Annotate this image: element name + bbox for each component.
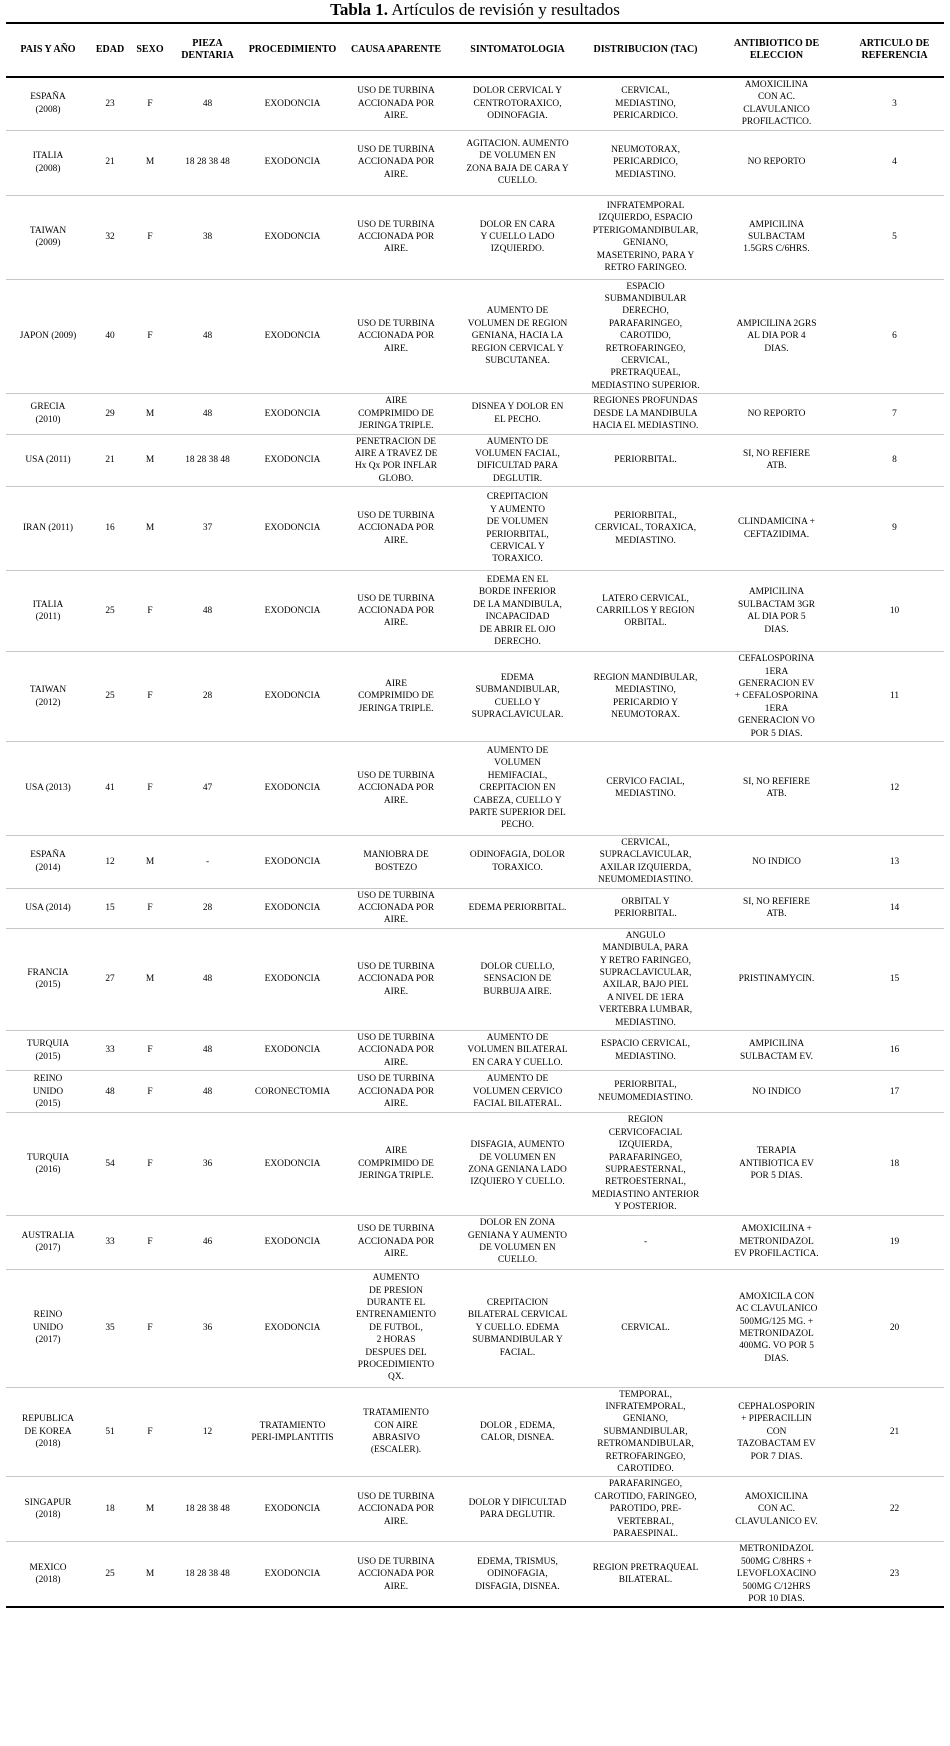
cell-sexo: F [147,903,153,913]
cell-distribucion-tac: CERVICO FACIAL, MEDIASTINO. [606,777,685,800]
cell-distribucion-tac: REGION PRETRAQUEAL BILATERAL. [592,1563,699,1586]
cell-procedimiento: EXODONCIA [264,331,321,342]
table-row [6,1477,944,1542]
table-row [6,195,944,279]
cell-antibiotico: SI, NO REFIERE ATB. [743,448,810,472]
cell-pais-ano: ESPAÑA (2014) [30,850,66,873]
column-header-causa-aparente: CAUSA APARENTE [350,44,442,55]
cell-edad: 54 [105,1158,115,1169]
cell-procedimiento: EXODONCIA [264,1322,321,1333]
table-row [6,835,944,888]
caption-text: Artículos de revisión y resultados [388,0,620,19]
cell-pais-ano: TURQUIA (2016) [26,1152,70,1175]
cell-causa-aparente: AIRE COMPRIMIDO DE JERINGA TRIPLE. [358,678,434,714]
cell-antibiotico: AMPICILINA SULBACTAM 3GR AL DIA POR 5 DIAS. [737,587,816,635]
cell-edad: 35 [105,1322,115,1333]
cell-causa-aparente: USO DE TURBINA ACCIONADA POR AIRE. [357,1556,435,1592]
cell-sintomatologia: DOLOR CERVICAL Y CENTROTORAXICO, ODINOFAGIA. [472,86,563,122]
cell-articulo-referencia: 3 [892,98,897,109]
cell-sintomatologia: EDEMA, TRISMUS, ODINOFAGIA, DISFAGIA, DISNEA. [475,1556,560,1592]
table-row [6,1269,944,1387]
cell-pieza-dentaria: 48 [202,974,213,985]
table-row [6,77,944,130]
cell-sexo: F [147,691,153,702]
cell-edad: 32 [105,231,115,242]
cell-causa-aparente: USO DE TURBINA ACCIONADA POR AIRE. [357,511,435,546]
cell-pieza-dentaria: 48 [202,1045,213,1056]
cell-causa-aparente: USO DE TURBINA ACCIONADA POR AIRE. [357,1491,435,1527]
cell-sexo: F [147,331,153,342]
cell-articulo-referencia: 17 [889,1086,900,1097]
cell-antibiotico: NO INDICO [752,1086,801,1097]
cell-sintomatologia: CREPITACION BILATERAL CERVICAL Y CUELLO. EDEMA SUBMANDIBULAR Y FACIAL. [467,1298,568,1358]
cell-causa-aparente: USO DE TURBINA ACCIONADA POR AIRE. [357,145,435,180]
column-header-procedimiento: PROCEDIMIENTO [248,44,337,55]
cell-pais-ano: FRANCIA (2015) [27,968,69,991]
cell-articulo-referencia: 18 [889,1158,900,1169]
cell-procedimiento: EXODONCIA [264,974,321,985]
cell-procedimiento: EXODONCIA [264,455,321,466]
table-row [6,279,944,394]
cell-sexo: M [145,157,155,168]
cell-antibiotico: AMOXICILINA CON AC. CLAVULANICO PROFILACTICO. [741,80,812,128]
cell-pais-ano: ITALIA (2008) [32,151,64,174]
cell-pais-ano: ESPAÑA (2008) [30,92,66,115]
cell-procedimiento: EXODONCIA [264,605,321,616]
cell-articulo-referencia: 12 [889,783,900,794]
table-row [6,1542,944,1608]
cell-sexo: F [147,1322,153,1333]
cell-sexo: M [145,1569,155,1580]
cell-pieza-dentaria: 18 28 38 48 [185,157,230,168]
cell-distribucion-tac: CERVICAL. [621,1322,670,1333]
cell-sintomatologia: AUMENTO DE VOLUMEN HEMIFACIAL, CREPITACION EN CABEZA, CUELLO Y PARTE SUPERIOR DEL PECHO. [469,746,566,831]
cell-procedimiento: TRATAMIENTO PERI-IMPLANTITIS [251,1420,334,1443]
cell-pais-ano: ITALIA (2011) [32,599,64,623]
cell-distribucion-tac: - [643,1236,648,1247]
cell-edad: 27 [105,974,115,985]
table-row [6,888,944,928]
cell-pais-ano: MEXICO (2018) [29,1563,67,1586]
cell-antibiotico: TERAPIA ANTIBIOTICA EV POR 5 DIAS. [739,1146,814,1182]
cell-sintomatologia: DOLOR , EDEMA, CALOR, DISNEA. [480,1420,555,1443]
cell-distribucion-tac: INFRATEMPORAL IZQUIERDO, ESPACIO PTERIGOMANDIBULAR, GENIANO, MASETERINO, PARA Y RETRO FARINGEO. [592,200,699,273]
cell-edad: 25 [105,691,115,702]
cell-articulo-referencia: 13 [889,856,900,867]
cell-antibiotico: AMOXICILINA + METRONIDAZOL EV PROFILACTICA. [734,1224,819,1260]
cell-articulo-referencia: 20 [889,1322,900,1333]
cell-causa-aparente: USO DE TURBINA ACCIONADA POR AIRE. [357,770,435,806]
table-row [6,1031,944,1071]
cell-sexo: F [147,1086,153,1097]
cell-procedimiento: EXODONCIA [264,691,321,702]
cell-pieza-dentaria: 47 [202,783,213,794]
table-caption [6,0,944,22]
cell-pais-ano: REPUBLICA DE KOREA (2018) [21,1414,75,1450]
cell-causa-aparente: MANIOBRA DE BOSTEZO [363,850,429,873]
cell-sintomatologia: AUMENTO DE VOLUMEN FACIAL, DIFICULTAD PARA DEGLUTIR. [475,436,560,484]
table-row [6,571,944,652]
cell-sexo: M [145,1504,155,1515]
cell-pais-ano: TAIWAN (2009) [29,225,67,249]
table-row [6,1215,944,1269]
cell-distribucion-tac: ORBITAL Y PERIORBITAL. [614,896,677,920]
cell-pais-ano: JAPON (2009) [19,331,77,342]
cell-procedimiento: EXODONCIA [264,1504,321,1515]
cell-sintomatologia: DISNEA Y DOLOR EN EL PECHO. [471,402,564,425]
cell-procedimiento: EXODONCIA [264,231,321,242]
cell-edad: 25 [105,1569,115,1580]
cell-sexo: F [147,1158,153,1169]
cell-causa-aparente: USO DE TURBINA ACCIONADA POR AIRE. [357,86,435,122]
cell-sintomatologia: EDEMA PERIORBITAL. [468,903,567,913]
cell-sexo: F [147,98,153,109]
cell-pieza-dentaria: 46 [202,1236,213,1247]
cell-procedimiento: EXODONCIA [264,783,321,794]
cell-antibiotico: AMOXICILA CON AC CLAVULANICO 500MG/125 MG. + METRONIDAZOL 400MG. VO POR 5 DIAS. [735,1291,818,1364]
cell-causa-aparente: AIRE COMPRIMIDO DE JERINGA TRIPLE. [358,1146,434,1182]
cell-procedimiento: EXODONCIA [264,157,321,168]
column-header-sintomatologia: SINTOMATOLOGIA [470,44,565,55]
header-row [6,23,944,77]
cell-pais-ano: USA (2011) [25,455,71,466]
cell-sexo: M [145,974,155,985]
cell-edad: 23 [105,98,115,109]
cell-edad: 12 [105,856,115,867]
cell-pieza-dentaria: 48 [202,98,213,109]
cell-causa-aparente: USO DE TURBINA ACCIONADA POR AIRE. [357,1224,435,1260]
cell-procedimiento: EXODONCIA [264,98,321,109]
cell-procedimiento: EXODONCIA [264,1158,321,1169]
table-body [6,77,944,1607]
cell-distribucion-tac: REGIONES PROFUNDAS DESDE LA MANDIBULA HACIA EL MEDIASTINO. [592,396,699,432]
cell-pieza-dentaria: 18 28 38 48 [185,1504,230,1515]
cell-sintomatologia: EDEMA SUBMANDIBULAR, CUELLO Y SUPRACLAVICULAR. [471,672,564,720]
cell-antibiotico: AMOXICILINA CON AC. CLAVULANICO EV. [735,1491,818,1527]
cell-edad: 48 [105,1086,115,1097]
cell-articulo-referencia: 9 [892,523,897,534]
cell-procedimiento: EXODONCIA [264,1045,321,1056]
cell-pieza-dentaria: - [205,856,210,867]
cell-sintomatologia: ODINOFAGIA, DOLOR TORAXICO. [469,850,566,873]
cell-procedimiento: EXODONCIA [264,856,321,867]
cell-articulo-referencia: 19 [889,1236,900,1247]
cell-pieza-dentaria: 48 [202,1086,213,1097]
cell-articulo-referencia: 21 [889,1426,900,1437]
cell-procedimiento: CORONECTOMIA [254,1086,331,1097]
cell-sintomatologia: DOLOR CUELLO, SENSACION DE BURBUJA AIRE. [480,961,555,997]
cell-pieza-dentaria: 36 [202,1322,213,1333]
cell-antibiotico: NO REPORTO [747,408,806,419]
cell-distribucion-tac: ESPACIO CERVICAL, MEDIASTINO. [600,1039,691,1062]
cell-causa-aparente: USO DE TURBINA ACCIONADA POR AIRE. [357,219,435,255]
table-header [6,23,944,77]
cell-distribucion-tac: PERIORBITAL. [614,455,677,466]
column-header-pieza-dentaria: PIEZA DENTARIA [181,38,234,61]
cell-distribucion-tac: PARAFARINGEO, CAROTIDO, FARINGEO, PAROTIDO, PRE- VERTEBRAL, PARAESPINAL. [594,1479,697,1539]
cell-edad: 15 [105,903,115,913]
cell-sexo: M [145,455,155,466]
table-row [6,434,944,487]
cell-causa-aparente: USO DE TURBINA ACCIONADA POR AIRE. [357,961,435,997]
cell-sintomatologia: AUMENTO DE VOLUMEN DE REGION GENIANA, HACIA LA REGION CERVICAL Y SUBCUTANEA. [467,306,568,367]
cell-pais-ano: GRECIA (2010) [30,402,66,425]
column-header-distribucion-tac: DISTRIBUCION (TAC) [593,44,698,55]
column-header-antibiotico: ANTIBIOTICO DE ELECCION [733,38,820,61]
cell-sexo: F [147,783,153,794]
cell-articulo-referencia: 5 [892,231,897,242]
cell-antibiotico: METRONIDAZOL 500MG C/8HRS + LEVOFLOXACINO 500MG C/12HRS POR 10 DIAS. [736,1544,817,1605]
cell-causa-aparente: USO DE TURBINA ACCIONADA POR AIRE. [357,1033,435,1068]
cell-antibiotico: AMPICILINA SULBACTAM 1.5GRS C/6HRS. [743,219,810,255]
table-row [6,487,944,571]
column-header-pais-ano: PAIS Y AÑO [20,44,76,55]
cell-sintomatologia: CREPITACION Y AUMENTO DE VOLUMEN PERIORBITAL, CERVICAL Y TORAXICO. [486,492,549,565]
cell-antibiotico: SI, NO REFIERE ATB. [743,896,810,920]
cell-antibiotico: AMPICILINA SULBACTAM EV. [739,1039,814,1062]
cell-pieza-dentaria: 28 [202,691,213,702]
cell-articulo-referencia: 23 [889,1569,900,1580]
cell-sintomatologia: DOLOR EN CARA Y CUELLO LADO IZQUIERDO. [479,219,556,255]
cell-pais-ano: REINO UNIDO (2015) [32,1074,64,1109]
cell-pieza-dentaria: 18 28 38 48 [185,1569,230,1580]
cell-articulo-referencia: 16 [889,1045,900,1056]
table-row [6,1071,944,1113]
cell-antibiotico: CEPHALOSPORIN + PIPERACILLIN CON TAZOBACTAM EV POR 7 DIAS. [737,1401,816,1462]
cell-sexo: F [147,1045,153,1056]
cell-sexo: M [145,856,155,867]
cell-edad: 21 [105,455,115,466]
table-row [6,741,944,835]
table-row [6,1113,944,1215]
cell-distribucion-tac: NEUMOTORAX, PERICARDICO, MEDIASTINO. [611,145,680,180]
cell-pieza-dentaria: 28 [202,903,213,913]
cell-pieza-dentaria: 12 [202,1426,213,1437]
cell-distribucion-tac: PERIORBITAL, CERVICAL, TORAXICA, MEDIASTINO. [594,511,697,546]
cell-articulo-referencia: 14 [889,903,900,913]
cell-distribucion-tac: REGION MANDIBULAR, MEDIASTINO, PERICARDIO Y NEUMOTORAX. [593,672,698,720]
cell-pais-ano: TAIWAN (2012) [29,685,67,708]
cell-causa-aparente: USO DE TURBINA ACCIONADA POR AIRE. [357,890,435,926]
table-row [6,394,944,434]
cell-sexo: F [147,1426,153,1437]
cell-articulo-referencia: 7 [892,408,897,419]
cell-pais-ano: REINO UNIDO (2017) [32,1310,64,1346]
cell-sexo: F [147,605,153,616]
cell-causa-aparente: USO DE TURBINA ACCIONADA POR AIRE. [357,1074,435,1109]
cell-sintomatologia: AUMENTO DE VOLUMEN BILATERAL EN CARA Y CUELLO. [467,1033,568,1068]
cell-distribucion-tac: REGION CERVICOFACIAL IZQUIERDA, PARAFARINGEO, SUPRAESTERNAL, RETROESTERNAL, MEDIASTINO ANTERIOR Y POSTERIOR. [591,1115,700,1213]
cell-pieza-dentaria: 38 [202,231,213,242]
cell-sintomatologia: AUMENTO DE VOLUMEN CERVICO FACIAL BILATERAL. [472,1074,563,1109]
cell-articulo-referencia: 8 [892,455,897,466]
cell-articulo-referencia: 22 [889,1504,900,1515]
cell-pais-ano: USA (2013) [25,783,71,794]
column-header-articulo-referencia: ARTICULO DE REFERENCIA [859,38,930,61]
column-header-sexo: SEXO [136,44,164,55]
cell-articulo-referencia: 6 [892,331,897,342]
cell-causa-aparente: TRATAMIENTO CON AIRE ABRASIVO (ESCALER). [363,1408,429,1456]
cell-antibiotico: CEFALOSPORINA 1ERA GENERACION EV + CEFALOSPORINA 1ERA GENERACION VO POR 5 DIAS. [734,654,819,739]
cell-pais-ano: AUSTRALIA (2017) [21,1230,75,1254]
cell-distribucion-tac: TEMPORAL, INFRATEMPORAL, GENIANO, SUBMANDIBULAR, RETROMANDIBULAR, RETROFARINGEO, CAROTIDEO. [597,1389,694,1474]
cell-distribucion-tac: LATERO CERVICAL, CARRILLOS Y REGION ORBITAL. [596,593,695,629]
cell-pieza-dentaria: 48 [202,331,213,342]
cell-pieza-dentaria: 18 28 38 48 [185,455,230,466]
cell-articulo-referencia: 4 [892,157,897,168]
cell-sexo: F [147,231,153,242]
cell-pais-ano: USA (2014) [25,903,71,913]
cell-articulo-referencia: 10 [889,605,900,616]
cell-distribucion-tac: CERVICAL, MEDIASTINO, PERICARDICO. [613,86,678,122]
cell-procedimiento: EXODONCIA [264,1569,321,1580]
table-row [6,130,944,195]
cell-edad: 51 [105,1426,115,1437]
table-row [6,928,944,1030]
cell-procedimiento: EXODONCIA [264,408,321,419]
cell-antibiotico: NO INDICO [752,856,801,867]
cell-sintomatologia: DISFAGIA, AUMENTO DE VOLUMEN EN ZONA GENIANA LADO IZQUIERO Y CUELLO. [468,1140,567,1188]
cell-pieza-dentaria: 37 [202,523,213,534]
cell-distribucion-tac: CERVICAL, SUPRACLAVICULAR, AXILAR IZQUIERDA, NEUMOMEDIASTINO. [597,837,694,886]
cell-edad: 18 [105,1504,115,1515]
cell-edad: 33 [105,1236,115,1247]
cell-distribucion-tac: PERIORBITAL, NEUMOMEDIASTINO. [597,1080,694,1103]
cell-antibiotico: NO REPORTO [747,157,806,168]
cell-articulo-referencia: 15 [889,974,900,985]
cell-pais-ano: IRAN (2011) [23,523,73,534]
cell-pais-ano: SINGAPUR (2018) [24,1497,72,1521]
cell-edad: 33 [105,1045,115,1056]
cell-pieza-dentaria: 48 [202,408,213,419]
cell-sexo: M [145,408,155,419]
caption-label: Tabla 1. [330,0,389,19]
cell-sintomatologia: EDEMA EN EL BORDE INFERIOR DE LA MANDIBULA, INCAPACIDAD DE ABRIR EL OJO DERECHO. [473,574,562,647]
table-row [6,1387,944,1477]
cell-edad: 25 [105,605,115,616]
table-row [6,652,944,742]
cell-sexo: F [147,1236,153,1247]
cell-causa-aparente: AUMENTO DE PRESION DURANTE EL ENTRENAMIENTO DE FUTBOL, 2 HORAS DESPUES DEL PROCEDIMIENTO QX. [355,1273,437,1383]
cell-antibiotico: PRISTINAMYCIN. [738,974,815,985]
cell-edad: 16 [105,523,115,534]
cell-sintomatologia: AGITACION. AUMENTO DE VOLUMEN EN ZONA BAJA DE CARA Y CUELLO. [466,138,569,187]
cell-procedimiento: EXODONCIA [264,1236,321,1247]
cell-distribucion-tac: ANGULO MANDIBULA, PARA Y RETRO FARINGEO, SUPRACLAVICULAR, AXILAR, BAJO PIEL A NIVEL DE 1ERA VERTEBRA LUMBAR, MEDIASTINO. [598,930,693,1028]
column-header-edad: EDAD [95,44,125,55]
cell-edad: 21 [105,157,115,168]
cell-sintomatologia: DOLOR Y DIFICULTAD PARA DEGLUTIR. [468,1497,567,1521]
cell-causa-aparente: PENETRACION DE AIRE A TRAVEZ DE Hx Qx POR INFLAR GLOBO. [354,436,438,484]
cell-articulo-referencia: 11 [889,691,900,702]
cell-pieza-dentaria: 36 [202,1158,213,1169]
cell-antibiotico: AMPICILINA 2GRS AL DIA POR 4 DIAS. [736,318,817,354]
cell-causa-aparente: AIRE COMPRIMIDO DE JERINGA TRIPLE. [358,396,434,432]
cell-causa-aparente: USO DE TURBINA ACCIONADA POR AIRE. [357,318,435,354]
cell-edad: 40 [105,331,115,342]
cell-antibiotico: CLINDAMICINA + CEFTAZIDIMA. [738,517,815,540]
review-table [6,22,944,1608]
cell-procedimiento: EXODONCIA [264,523,321,534]
cell-sintomatologia: DOLOR EN ZONA GENIANA Y AUMENTO DE VOLUMEN EN CUELLO. [467,1218,568,1266]
cell-antibiotico: SI, NO REFIERE ATB. [743,777,810,800]
cell-causa-aparente: USO DE TURBINA ACCIONADA POR AIRE. [357,593,435,629]
cell-pais-ano: TURQUIA (2015) [26,1039,70,1062]
cell-edad: 29 [105,408,115,419]
cell-procedimiento: EXODONCIA [264,903,321,913]
cell-pieza-dentaria: 48 [202,605,213,616]
cell-distribucion-tac: ESPACIO SUBMANDIBULAR DERECHO, PARAFARINGEO, CAROTIDO, RETROFARINGEO, CERVICAL, PRETRAQUEAL, MEDIASTINO SUPERIOR. [591,281,700,391]
cell-sexo: M [145,523,155,534]
cell-edad: 41 [105,783,115,794]
